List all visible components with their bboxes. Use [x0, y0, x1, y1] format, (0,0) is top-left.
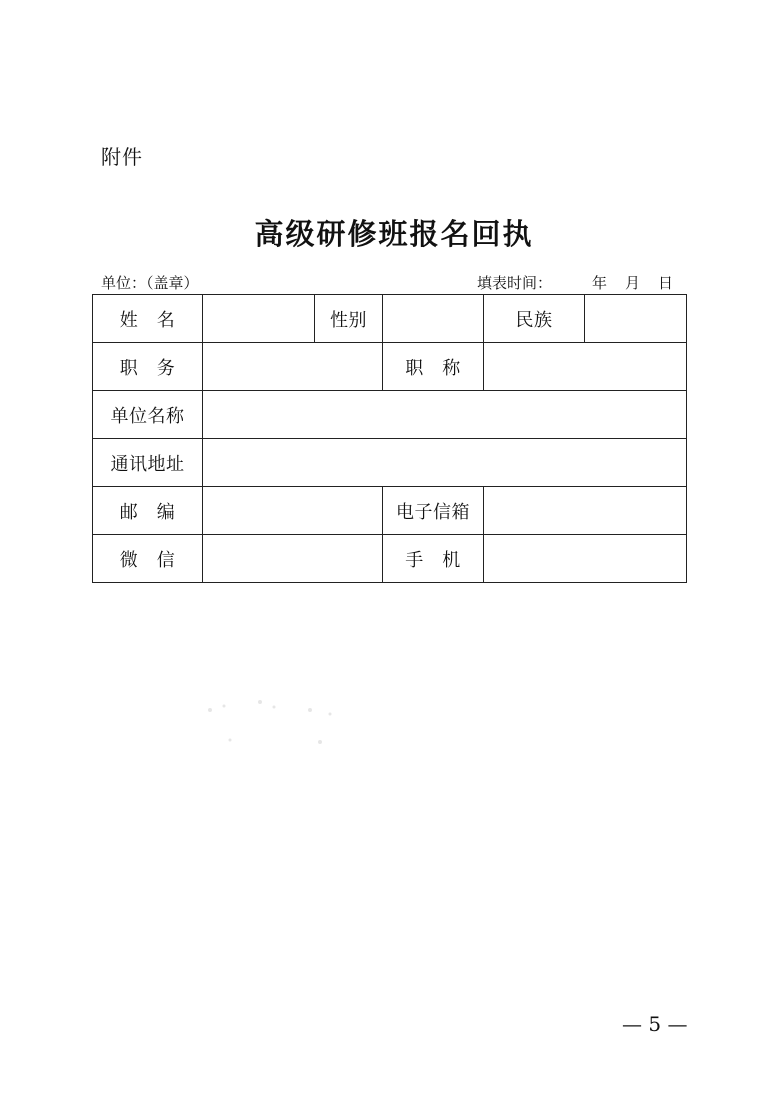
- attachment-label: 附件: [101, 145, 143, 169]
- position-field[interactable]: [203, 343, 383, 391]
- month-label: 月: [625, 274, 641, 292]
- postcode-field[interactable]: [203, 487, 383, 535]
- mobile-field[interactable]: [484, 535, 687, 583]
- title-field[interactable]: [484, 343, 687, 391]
- email-label: 电子信箱: [383, 487, 484, 535]
- form-row-contact: [93, 487, 687, 535]
- gender-field[interactable]: [383, 295, 484, 343]
- year-label: 年: [592, 274, 608, 292]
- name-field[interactable]: [203, 295, 315, 343]
- form-row-job: [93, 343, 687, 391]
- address-label: 通讯地址: [93, 439, 203, 487]
- postcode-label: 邮 编: [93, 487, 203, 535]
- document-title: 高级研修班报名回执: [254, 217, 534, 251]
- form-row-social: [93, 535, 687, 583]
- address-field[interactable]: [203, 439, 687, 487]
- ethnicity-label: 民族: [484, 295, 585, 343]
- email-field[interactable]: [484, 487, 687, 535]
- title-label: 职 称: [383, 343, 484, 391]
- faint-bleed-through-marks: [190, 680, 360, 760]
- unit-seal-label: 单位：（盖章）: [101, 274, 199, 292]
- mobile-label: 手 机: [383, 535, 484, 583]
- unit-name-label: 单位名称: [93, 391, 203, 439]
- form-row-personal: [93, 295, 687, 343]
- unit-name-field[interactable]: [203, 391, 687, 439]
- fill-time-label: 填表时间：: [477, 274, 553, 292]
- ethnicity-field[interactable]: [585, 295, 687, 343]
- form-row-unit: [93, 391, 687, 439]
- day-label: 日: [658, 274, 674, 292]
- page-number: — 5 —: [622, 1012, 688, 1036]
- registration-form: [92, 294, 687, 583]
- wechat-field[interactable]: [203, 535, 383, 583]
- wechat-label: 微 信: [93, 535, 203, 583]
- fill-date: [477, 272, 673, 293]
- position-label: 职 务: [93, 343, 203, 391]
- gender-label: 性别: [315, 295, 383, 343]
- form-row-address: [93, 439, 687, 487]
- name-label: 姓 名: [93, 295, 203, 343]
